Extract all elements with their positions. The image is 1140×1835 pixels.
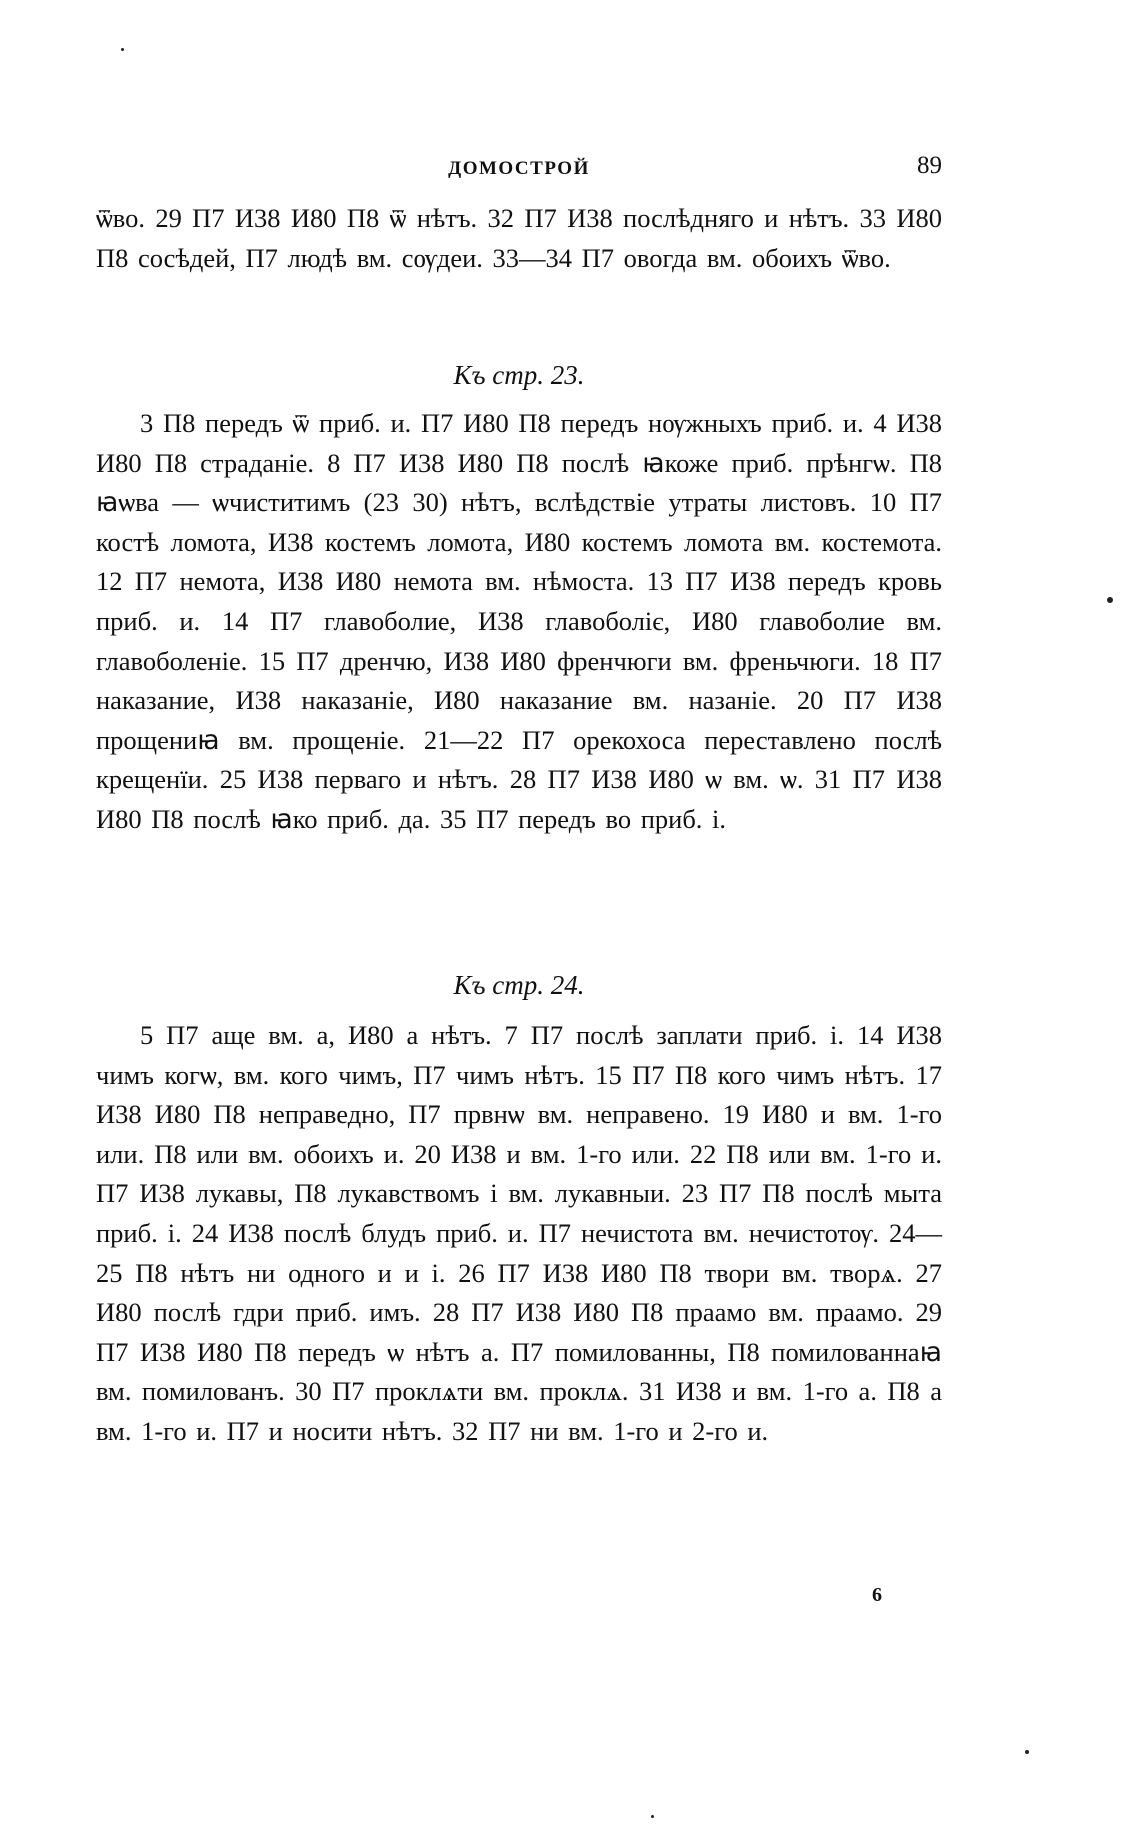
page-header — [96, 152, 942, 188]
print-speck — [121, 48, 124, 51]
section-body-page-24: 5 П7 аще вм. а, И80 а нѣтъ. 7 П7 послѣ заплати приб. і. 14 И38 чимъ когѡ, вм. кого чимъ, П7 чимъ нѣтъ. 15 П7 П8 кого чимъ нѣтъ. 17 И38 И80 П8 неправедно, П7 првнѡ вм. неправено. 19 И80 и вм. 1-го или. П8 или вм. обоихъ и. 20 И38 и вм. 1-го или. 22 П8 или вм. 1-го и. П7 И38 лукавы, П8 лукавствомъ і вм. лукавныи. 23 П7 П8 послѣ мыта приб. і. 24 И38 послѣ блудъ приб. и. П7 нечистота вм. нечистотѹ. 24—25 П8 нѣтъ ни одного и и і. 26 П7 И38 И80 П8 твори вм. творѧ. 27 И80 послѣ гдри приб. имъ. 28 П7 И38 И80 П8 праамо вм. праамо. 29 П7 И38 И80 П8 передъ ѡ нѣтъ а. П7 помилованны, П8 помилованнаꙗ вм. помилованъ. 30 П7 проклѧти вм. проклѧ. 31 И38 и вм. 1-го а. П8 а вм. 1-го и. П7 и носити нѣтъ. 32 П7 ни вм. 1-го и 2-го и. — [96, 1020, 942, 1446]
print-speck — [1025, 1750, 1029, 1754]
section-heading-page-23: Къ стр. 23. — [453, 360, 585, 390]
intro-paragraph-block — [96, 199, 942, 278]
signature-mark: 6 — [872, 1584, 882, 1606]
print-speck — [651, 1815, 654, 1818]
section-body-page-23-block — [96, 404, 942, 840]
print-speck — [1107, 597, 1113, 603]
intro-paragraph: ѿво. 29 П7 И38 И80 П8 ѿ нѣтъ. 32 П7 И38 послѣдняго и нѣтъ. 33 И80 П8 сосѣдей, П7 людѣ вм. сѹдеи. 33—34 П7 овогда вм. обоихъ ѿво. — [96, 203, 942, 273]
section-body-page-24-block — [96, 1016, 942, 1452]
section-body-page-23: 3 П8 передъ ѿ приб. и. П7 И80 П8 передъ нѹжныхъ приб. и. 4 И38 И80 П8 страданіе. 8 П7 И38 И80 П8 послѣ ꙗкоже приб. прѣнгѡ. П8 ꙗѡва — ѡчиститимъ (23 30) нѣтъ, вслѣдствіе утраты листовъ. 10 П7 костѣ ломота, И38 костемъ ломота, И80 костемъ ломота вм. костемота. 12 П7 немота, И38 И80 немота вм. нѣмоста. 13 П7 И38 передъ кровь приб. и. 14 П7 главоболие, И38 главоболіє, И80 главоболие вм. главоболеніе. 15 П7 дренчю, И38 И80 френчюги вм. френьчюги. 18 П7 наказание, И38 наказаніе, И80 наказание вм. назаніе. 20 П7 И38 прощениꙗ вм. прощеніе. 21—22 П7 орекохоса переставлено послѣ крещенїи. 25 И38 перваго и нѣтъ. 28 П7 И38 И80 ѡ вм. ѡ. 31 П7 И38 И80 П8 послѣ ꙗко приб. да. 35 П7 передъ во приб. і. — [96, 408, 942, 834]
section-heading-page-24: Къ стр. 24. — [453, 970, 585, 1000]
page-number: 89 — [917, 152, 942, 179]
running-title: ДОМОСТРОЙ — [448, 158, 590, 179]
